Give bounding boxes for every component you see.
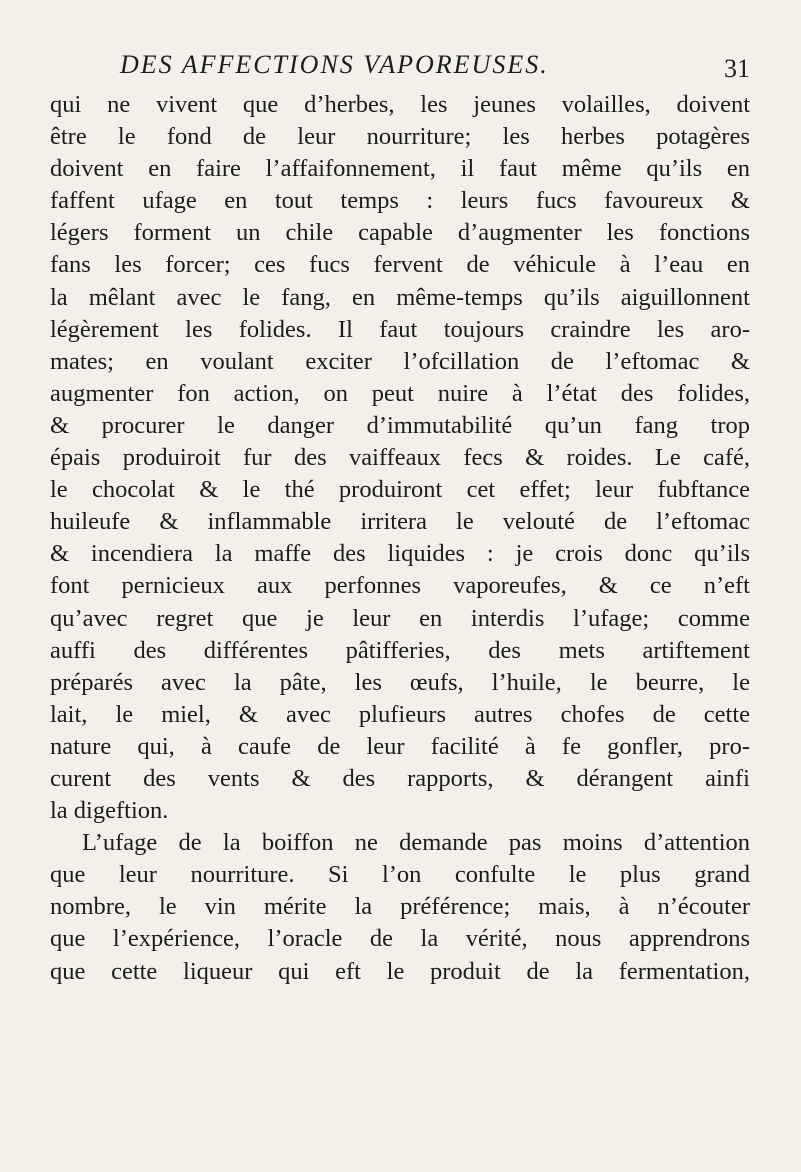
- text-line: que l’expérience, l’oracle de la vérité, nous apprendrons: [50, 925, 750, 953]
- text-line: que leur nourriture. Si l’on confulte le plus grand: [50, 861, 750, 889]
- text-line: huileufe & inflammable irritera le velouté de l’eftomac: [50, 508, 750, 536]
- text-line: nature qui, à caufe de leur facilité à fe gonfler, pro-: [50, 732, 750, 760]
- text-line: font pernicieux aux perfonnes vaporeufes, & ce n’eft: [50, 572, 750, 600]
- text-line: qu’avec regret que je leur en interdis l’ufage; comme: [50, 604, 750, 632]
- running-title: DES AFFECTIONS VAPOREUSES.: [120, 50, 549, 79]
- text-line: la mêlant avec le fang, en même-temps qu’ils aiguillonnent: [50, 283, 750, 311]
- text-line: mates; en voulant exciter l’ofcillation de l’eftomac &: [50, 347, 750, 375]
- text-line: fans les forcer; ces fucs fervent de véhicule à l’eau en: [50, 251, 750, 279]
- paragraph-end-line: la digeftion.: [50, 797, 169, 825]
- text-line: auffi des différentes pâtifferies, des mets artiftement: [50, 636, 750, 664]
- text-line: & incendiera la maffe des liquides : je crois donc qu’ils: [50, 540, 750, 568]
- text-line: curent des vents & des rapports, & dérangent ainfi: [50, 764, 750, 792]
- page-header: [120, 50, 750, 90]
- paragraph-start-line: L’ufage de la boiffon ne demande pas moins d’attention: [82, 829, 750, 857]
- text-line: nombre, le vin mérite la préférence; mais, à n’écouter: [50, 893, 750, 921]
- text-line: qui ne vivent que d’herbes, les jeunes volailles, doivent: [50, 91, 750, 118]
- page-number: 31: [724, 54, 750, 83]
- text-line: le chocolat & le thé produiront cet effet; leur fubftance: [50, 476, 750, 504]
- text-line: faffent ufage en tout temps : leurs fucs favoureux &: [50, 187, 750, 215]
- text-line: épais produiroit fur des vaiffeaux fecs & roides. Le café,: [50, 444, 750, 472]
- text-line: & procurer le danger d’immutabilité qu’un fang trop: [50, 411, 750, 439]
- text-line: doivent en faire l’affaifonnement, il faut même qu’ils en: [50, 155, 750, 183]
- body-text: [50, 89, 750, 988]
- text-line: augmenter fon action, on peut nuire à l’état des folides,: [50, 379, 750, 407]
- text-line: être le fond de leur nourriture; les herbes potagères: [50, 123, 750, 151]
- text-line: légers forment un chile capable d’augmenter les fonctions: [50, 219, 750, 247]
- text-line: que cette liqueur qui eft le produit de la fermentation,: [50, 957, 750, 985]
- text-line: lait, le miel, & avec plufieurs autres chofes de cette: [50, 700, 750, 728]
- text-line: légèrement les folides. Il faut toujours craindre les aro-: [50, 315, 750, 343]
- text-line: préparés avec la pâte, les œufs, l’huile, le beurre, le: [50, 668, 750, 696]
